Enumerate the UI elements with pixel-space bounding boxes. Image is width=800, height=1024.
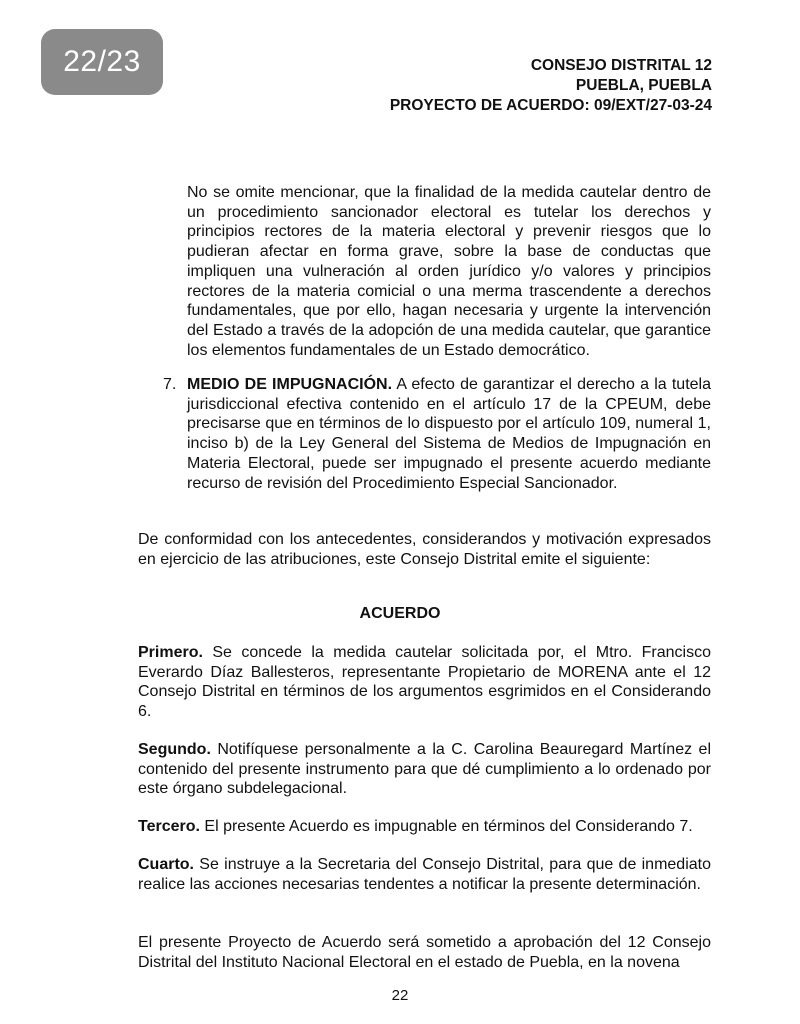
header-project-id: PROYECTO DE ACUERDO: 09/EXT/27-03-24 (389, 97, 712, 114)
resolutivo-label: Primero. (138, 644, 203, 661)
resolutivo-primero (138, 643, 711, 722)
header-council: CONSEJO DISTRITAL 12 (530, 57, 712, 74)
paragraph-cautelar-text: No se omite mencionar, que la finalidad de la medida cautelar dentro de un procedimiento sancionador electoral es tutelar los derechos y principios rectores de la materia electoral y prevenir riesgos que lo pudieran afectar en forma grave, sobre la base de conductas que impliquen una vulneración al orden jurídico y/o valores y principios rectores de la materia comicial o una merma trascendente a derechos fundamentales, que por ello, hagan necesaria y urgente la intervención del Estado a través de la adopción de una medida cautelar, que garantice los elementos fundamentales de un Estado democrático. (187, 184, 711, 359)
paragraph-conformidad-text: De conformidad con los antecedentes, considerandos y motivación expresados en ejercicio de las atribuciones, este Consejo Distrital emite el siguiente: (138, 531, 711, 568)
resolutivo-text: El presente Acuerdo es impugnable en términos del Considerando 7. (199, 818, 693, 835)
acuerdo-title: ACUERDO (359, 605, 441, 622)
page-counter-badge: 22/23 (41, 29, 163, 95)
resolutivo-segundo (138, 740, 711, 799)
item-7-text: A efecto de garantizar el derecho a la tutela jurisdiccional efectiva contenido en el artículo 17 de la CPEUM, debe precisarse que en términos de lo dispuesto por el artículo 109, numeral 1, inciso b) de la Ley General del Sistema de Medios de Impugnación en Materia Electoral, puede ser impugnado el presente acuerdo mediante recurso de revisión del Procedimiento Especial Sancionador. (187, 376, 711, 492)
paragraph-final (138, 933, 711, 972)
item-7 (187, 375, 711, 493)
document-header (390, 56, 712, 116)
resolutivo-label: Cuarto. (138, 856, 194, 873)
resolutivo-cuarto (138, 855, 711, 894)
resolutivo-text: Se instruye a la Secretaria del Consejo Distrital, para que de inmediato realice las acciones necesarias tendentes a notificar la presente determinación. (138, 856, 711, 893)
item-7-number: 7. (163, 376, 177, 393)
page-number: 22 (391, 987, 409, 1004)
item-7-heading: MEDIO DE IMPUGNACIÓN. (187, 376, 393, 393)
resolutivo-text: Se concede la medida cautelar solicitada por, el Mtro. Francisco Everardo Díaz Ballesteros, representante Propietario de MORENA ante el 12 Consejo Distrital en términos de los argumentos esgrimidos en el Considerando 6. (138, 644, 711, 721)
paragraph-conformidad (138, 530, 711, 569)
resolutivo-tercero (138, 817, 711, 837)
resolutivo-text: Notifíquese personalmente a la C. Carolina Beauregard Martínez el contenido del presente instrumento para que dé cumplimiento a lo ordenado por este órgano subdelegacional. (138, 741, 711, 798)
header-location: PUEBLA, PUEBLA (575, 77, 712, 94)
resolutivo-label: Tercero. (138, 818, 200, 835)
paragraph-final-text: El presente Proyecto de Acuerdo será sometido a aprobación del 12 Consejo Distrital del Instituto Nacional Electoral en el estado de Puebla, en la novena (138, 934, 711, 971)
paragraph-cautelar (187, 183, 711, 360)
resolutivo-label: Segundo. (138, 741, 211, 758)
